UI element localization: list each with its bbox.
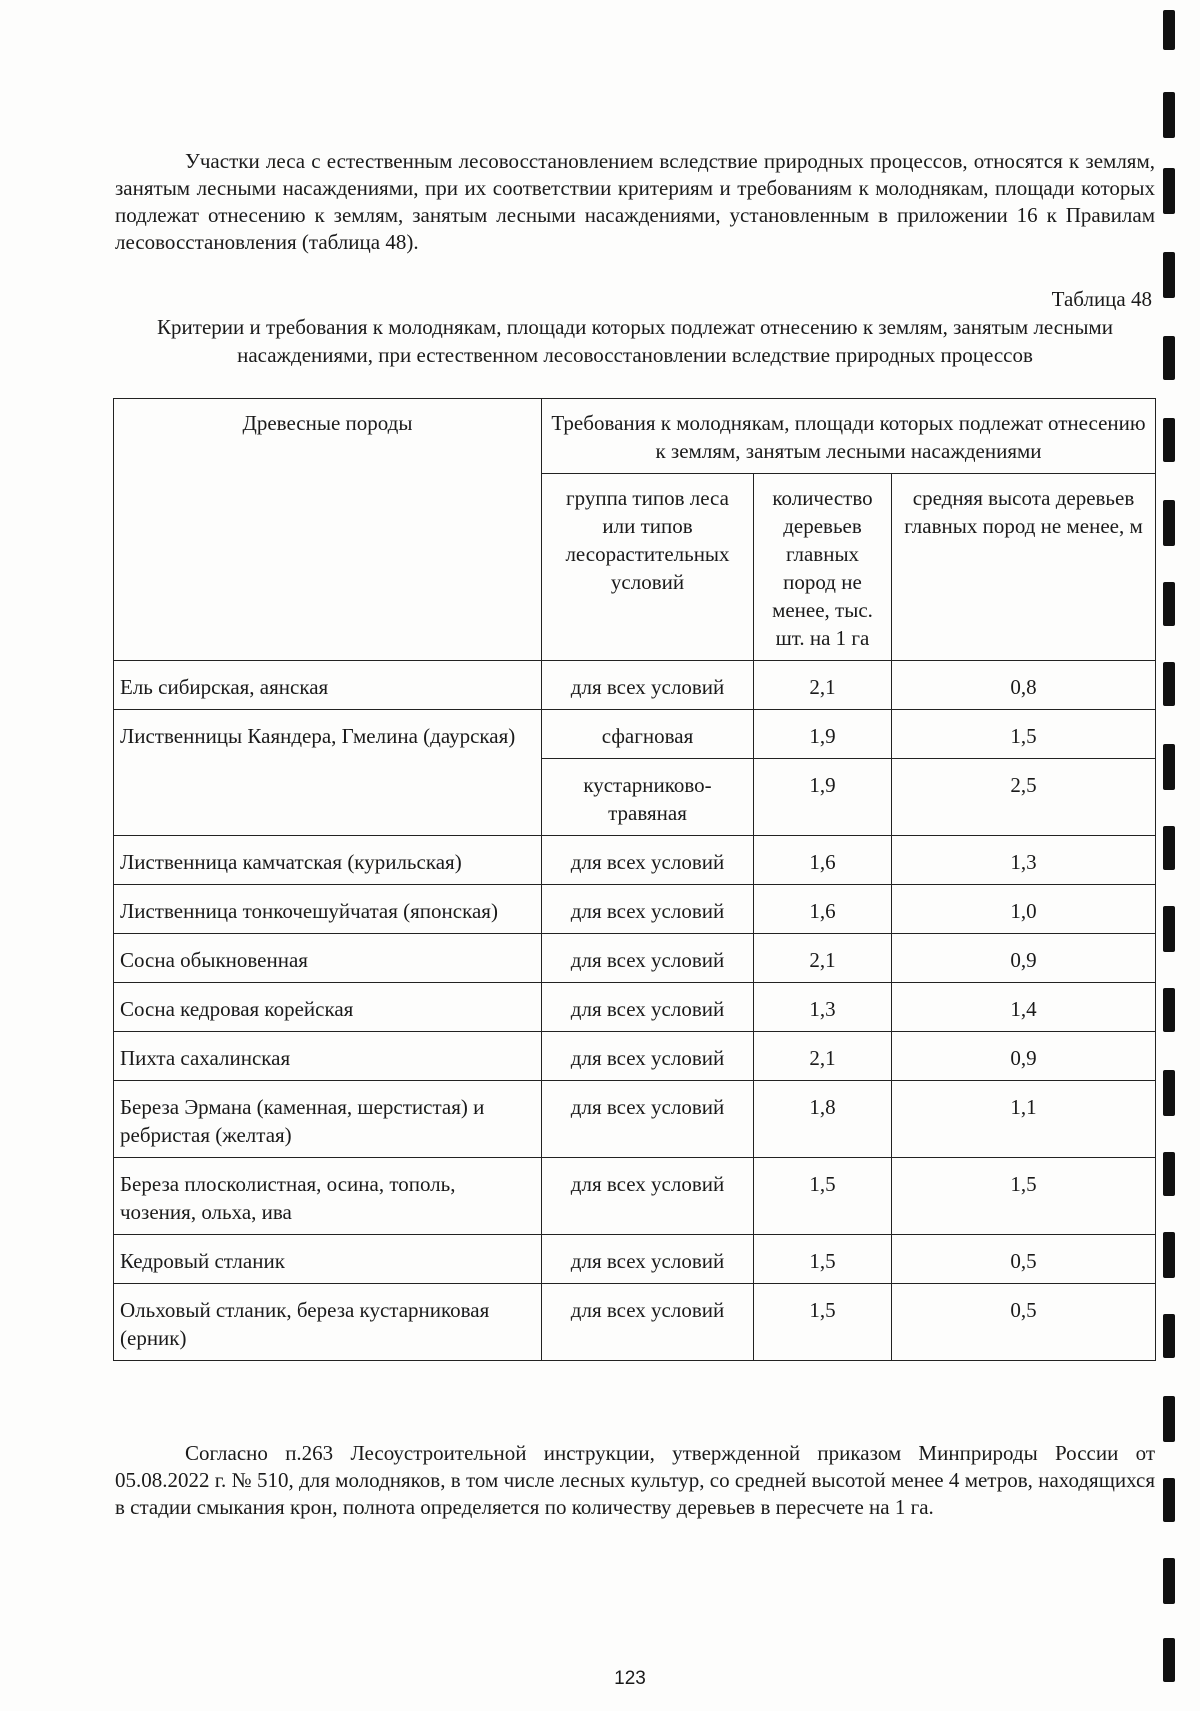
table-row (114, 1081, 1156, 1158)
table-header-row (114, 399, 1156, 474)
scan-edge-mark (1163, 1478, 1175, 1522)
cell-species: Лиственницы Каяндера, Гмелина (даурская) (114, 710, 542, 836)
closing-paragraph: Согласно п.263 Лесоустроительной инструкции, утвержденной приказом Минприроды России от 05.08.2022 г. № 510, для молодняков, в том числе лесных культур, со средней высотой менее 4 метров, находящихся в стадии смыкания крон, полнота определяется по количеству деревьев в пересчете на 1 га. (115, 1441, 1155, 1519)
cell-count: 1,6 (754, 836, 892, 885)
scan-edge-mark (1163, 336, 1175, 380)
header-tree-count: количество деревьев главных пород не менее, тыс. шт. на 1 га (754, 474, 892, 661)
cell-condition: для всех условий (542, 983, 754, 1032)
cell-condition: для всех условий (542, 836, 754, 885)
scan-edge-mark (1163, 500, 1175, 546)
cell-species: Ель сибирская, аянская (114, 661, 542, 710)
scan-edge-mark (1163, 988, 1175, 1032)
intro-paragraph: Участки леса с естественным лесовосстановлением вследствие природных процессов, относятся к землям, занятым лесными насаждениями, при их соответствии критериям и требованиям к молоднякам, площади которых подлежат отнесению к землям, занятым лесными насаждениями, установленным в приложении 16 к Правилам лесовосстановления (таблица 48). (115, 149, 1155, 254)
cell-height: 0,8 (892, 661, 1156, 710)
cell-species: Лиственница камчатская (курильская) (114, 836, 542, 885)
scan-edge-mark (1163, 168, 1175, 214)
cell-height: 0,5 (892, 1235, 1156, 1284)
header-species: Древесные породы (114, 399, 542, 661)
cell-species: Береза плосколистная, осина, тополь, чозения, ольха, ива (114, 1158, 542, 1235)
table-number: Таблица 48 (1051, 287, 1152, 311)
cell-count: 1,9 (754, 710, 892, 759)
cell-species: Кедровый стланик (114, 1235, 542, 1284)
scan-edge-mark (1163, 92, 1175, 138)
scan-edge-mark (1163, 582, 1175, 626)
table-row (114, 836, 1156, 885)
cell-condition: кустарниково-травяная (542, 759, 754, 836)
cell-height: 1,5 (892, 710, 1156, 759)
scan-edge-mark (1163, 744, 1175, 790)
cell-species: Сосна кедровая корейская (114, 983, 542, 1032)
scan-edge-mark (1163, 252, 1175, 298)
cell-count: 1,8 (754, 1081, 892, 1158)
scan-edge-mark (1163, 826, 1175, 870)
cell-count: 2,1 (754, 1032, 892, 1081)
table-caption: Критерии и требования к молоднякам, площади которых подлежат отнесению к землям, занятым лесными насаждениями, при естественном лесовосстановлении вследствие природных процессов (157, 315, 1113, 367)
table-row (114, 1235, 1156, 1284)
cell-count: 1,6 (754, 885, 892, 934)
header-forest-type-group: группа типов леса или типов лесорастительных условий (542, 474, 754, 661)
cell-height: 1,5 (892, 1158, 1156, 1235)
cell-height: 0,9 (892, 1032, 1156, 1081)
table-row (114, 710, 1156, 759)
table-row (114, 1284, 1156, 1361)
cell-height: 1,0 (892, 885, 1156, 934)
cell-count: 1,3 (754, 983, 892, 1032)
page-number: 123 (614, 1668, 646, 1689)
cell-condition: для всех условий (542, 1158, 754, 1235)
cell-height: 1,4 (892, 983, 1156, 1032)
table-row (114, 934, 1156, 983)
cell-count: 2,1 (754, 934, 892, 983)
criteria-table (113, 398, 1156, 1361)
cell-condition: для всех условий (542, 934, 754, 983)
table-row (114, 885, 1156, 934)
table-row (114, 983, 1156, 1032)
cell-condition: сфагновая (542, 710, 754, 759)
scan-edge-mark (1163, 1396, 1175, 1442)
table-row (114, 1032, 1156, 1081)
cell-count: 1,5 (754, 1235, 892, 1284)
cell-condition: для всех условий (542, 1081, 754, 1158)
cell-condition: для всех условий (542, 885, 754, 934)
scan-edge-mark (1163, 1070, 1175, 1116)
scan-edge-mark (1163, 10, 1175, 50)
cell-condition: для всех условий (542, 661, 754, 710)
scan-edge-mark (1163, 1314, 1175, 1358)
scan-edge-mark (1163, 1232, 1175, 1278)
cell-height: 1,1 (892, 1081, 1156, 1158)
cell-condition: для всех условий (542, 1235, 754, 1284)
cell-condition: для всех условий (542, 1032, 754, 1081)
cell-species: Береза Эрмана (каменная, шерстистая) и ребристая (желтая) (114, 1081, 542, 1158)
scan-edge-mark (1163, 1638, 1175, 1682)
scan-edge-mark (1163, 1558, 1175, 1604)
cell-height: 0,5 (892, 1284, 1156, 1361)
cell-condition: для всех условий (542, 1284, 754, 1361)
header-mean-height: средняя высота деревьев главных пород не менее, м (892, 474, 1156, 661)
cell-species: Ольховый стланик, береза кустарниковая (ерник) (114, 1284, 542, 1361)
cell-count: 2,1 (754, 661, 892, 710)
header-requirements: Требования к молоднякам, площади которых подлежат отнесению к землям, занятым лесными насаждениями (542, 399, 1156, 474)
cell-count: 1,5 (754, 1158, 892, 1235)
scan-edge-mark (1163, 418, 1175, 462)
cell-height: 0,9 (892, 934, 1156, 983)
cell-species: Сосна обыкновенная (114, 934, 542, 983)
scan-edge-mark (1163, 662, 1175, 706)
cell-count: 1,9 (754, 759, 892, 836)
cell-height: 2,5 (892, 759, 1156, 836)
table-row (114, 661, 1156, 710)
scan-edge-mark (1163, 1152, 1175, 1196)
cell-species: Пихта сахалинская (114, 1032, 542, 1081)
cell-species: Лиственница тонкочешуйчатая (японская) (114, 885, 542, 934)
table-row (114, 1158, 1156, 1235)
cell-height: 1,3 (892, 836, 1156, 885)
cell-count: 1,5 (754, 1284, 892, 1361)
scan-edge-mark (1163, 906, 1175, 952)
